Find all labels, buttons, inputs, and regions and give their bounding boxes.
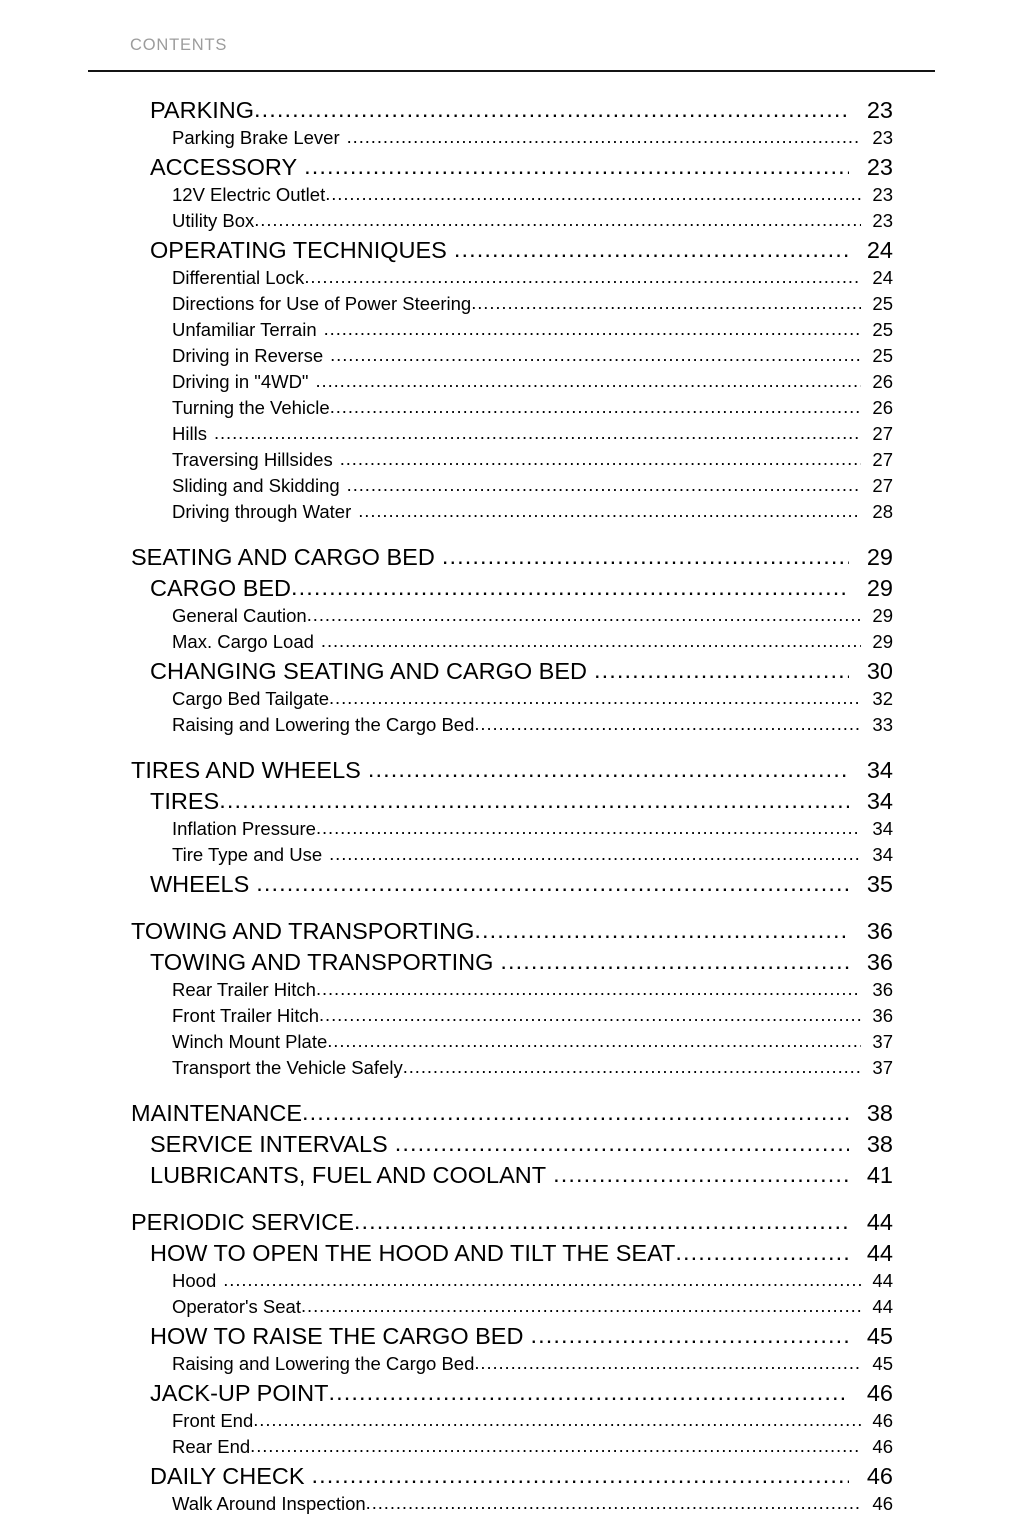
toc-entry[interactable] — [0, 913, 1024, 944]
toc-entry-title: TIRES AND WHEELS — [131, 757, 361, 783]
toc-entry-title: Hood — [172, 1270, 217, 1291]
toc-entry-page-number: 34 — [866, 788, 893, 814]
toc-entry[interactable] — [0, 1095, 1024, 1126]
toc-entry-page-number: 27 — [872, 449, 893, 470]
toc-entry-page-number: 26 — [872, 397, 893, 418]
toc-entry-page-number: 23 — [866, 97, 893, 123]
toc-leader-dots — [347, 475, 861, 497]
toc-leader-dots — [454, 238, 849, 263]
toc-entry[interactable] — [0, 206, 1024, 232]
toc-entry-page-number: 24 — [872, 267, 893, 288]
toc-entry-title: Turning the Vehicle — [172, 397, 330, 418]
toc-entry[interactable] — [0, 497, 1024, 523]
toc-leader-dots — [307, 605, 861, 627]
toc-entry-page-number: 36 — [866, 918, 893, 944]
toc-entry-title: Walk Around Inspection — [172, 1493, 366, 1514]
toc-entry-title: DAILY CHECK — [150, 1463, 305, 1489]
toc-entry-page-number: 41 — [866, 1162, 893, 1188]
toc-entry-page-number: 45 — [872, 1353, 893, 1374]
toc-entry-title: TIRES — [150, 788, 220, 814]
toc-entry-page-number: 29 — [872, 605, 893, 626]
toc-entry[interactable] — [0, 944, 1024, 975]
toc-entry-page-number: 30 — [866, 658, 893, 684]
toc-entry-title: CARGO BED — [150, 575, 292, 601]
toc-leader-dots — [256, 872, 849, 897]
toc-entry-title: Driving in Reverse — [172, 345, 324, 366]
header-divider-rule — [88, 70, 935, 72]
toc-entry-title: PERIODIC SERVICE — [131, 1209, 354, 1235]
toc-leader-dots — [474, 714, 861, 736]
toc-entry[interactable] — [0, 570, 1024, 601]
toc-entry[interactable] — [0, 601, 1024, 627]
toc-entry-title: Front End — [172, 1410, 254, 1431]
toc-entry-page-number: 46 — [872, 1410, 893, 1431]
toc-leader-dots — [319, 1005, 861, 1027]
toc-leader-dots — [442, 545, 849, 570]
toc-entry-page-number: 23 — [872, 127, 893, 148]
toc-entry-title: Parking Brake Lever — [172, 127, 340, 148]
toc-entry-title: HOW TO RAISE THE CARGO BED — [150, 1323, 524, 1349]
toc-entry[interactable] — [0, 419, 1024, 445]
toc-leader-dots — [330, 345, 861, 367]
toc-leader-dots — [471, 293, 861, 315]
toc-entry[interactable] — [0, 1204, 1024, 1235]
toc-entry[interactable] — [0, 393, 1024, 419]
toc-entry[interactable] — [0, 866, 1024, 897]
toc-entry-title: WHEELS — [150, 871, 250, 897]
toc-entry-page-number: 26 — [872, 371, 893, 392]
toc-entry-title: MAINTENANCE — [131, 1100, 303, 1126]
toc-leader-dots — [316, 371, 862, 393]
toc-leader-dots — [403, 1057, 861, 1079]
toc-entry[interactable] — [0, 1027, 1024, 1053]
toc-entry-page-number: 36 — [872, 979, 893, 1000]
toc-entry-page-number: 46 — [866, 1463, 893, 1489]
toc-entry-title: Sliding and Skidding — [172, 475, 340, 496]
toc-entry-page-number: 28 — [872, 501, 893, 522]
toc-entry-page-number: 46 — [866, 1380, 893, 1406]
toc-leader-dots — [327, 1031, 861, 1053]
toc-leader-dots — [675, 1241, 849, 1266]
toc-entry-page-number: 35 — [866, 871, 893, 897]
toc-entry-page-number: 29 — [866, 544, 893, 570]
toc-entry-page-number: 23 — [872, 184, 893, 205]
toc-entry[interactable] — [0, 1406, 1024, 1432]
toc-leader-dots — [325, 184, 861, 206]
toc-group-parking-accessory-operating — [0, 92, 1024, 523]
toc-entry-page-number: 24 — [866, 237, 893, 263]
toc-entry[interactable] — [0, 1349, 1024, 1375]
toc-leader-dots — [250, 1436, 861, 1458]
toc-entry-title: HOW TO OPEN THE HOOD AND TILT THE SEAT — [150, 1240, 676, 1266]
toc-entry-title: Winch Mount Plate — [172, 1031, 328, 1052]
toc-leader-dots — [254, 210, 861, 232]
toc-leader-dots — [328, 1381, 849, 1406]
toc-entry[interactable] — [0, 1458, 1024, 1489]
toc-entry-title: ACCESSORY — [150, 154, 298, 180]
toc-entry-title: Inflation Pressure — [172, 818, 316, 839]
toc-entry-title: OPERATING TECHNIQUES — [150, 237, 447, 263]
toc-leader-dots — [474, 919, 849, 944]
toc-entry[interactable] — [0, 814, 1024, 840]
toc-leader-dots — [500, 950, 849, 975]
toc-entry[interactable] — [0, 653, 1024, 684]
toc-entry-title: Directions for Use of Power Steering — [172, 293, 472, 314]
toc-entry[interactable] — [0, 840, 1024, 866]
toc-group-tires-and-wheels — [0, 752, 1024, 897]
toc-leader-dots — [347, 127, 861, 149]
toc-entry-title: JACK-UP POINT — [150, 1380, 329, 1406]
toc-entry[interactable] — [0, 445, 1024, 471]
toc-entry-page-number: 33 — [872, 714, 893, 735]
toc-entry[interactable] — [0, 367, 1024, 393]
toc-entry-title: PARKING — [150, 97, 255, 123]
toc-entry-page-number: 25 — [872, 319, 893, 340]
toc-entry-page-number: 44 — [866, 1240, 893, 1266]
toc-entry-title: 12V Electric Outlet — [172, 184, 326, 205]
toc-entry-title: Driving in "4WD" — [172, 371, 309, 392]
toc-entry[interactable] — [0, 684, 1024, 710]
toc-leader-dots — [366, 1493, 861, 1515]
toc-leader-dots — [304, 155, 849, 180]
toc-entry-page-number: 44 — [872, 1296, 893, 1317]
toc-leader-dots — [594, 659, 849, 684]
toc-entry-page-number: 27 — [872, 475, 893, 496]
toc-entry-page-number: 46 — [872, 1493, 893, 1514]
toc-leader-dots — [254, 98, 849, 123]
toc-entry[interactable] — [0, 752, 1024, 783]
toc-entry-page-number: 34 — [872, 844, 893, 865]
toc-entry[interactable] — [0, 1266, 1024, 1292]
toc-entry-page-number: 25 — [872, 293, 893, 314]
toc-entry-title: Unfamiliar Terrain — [172, 319, 317, 340]
toc-leader-dots — [340, 449, 861, 471]
toc-entry[interactable] — [0, 149, 1024, 180]
toc-group-seating-and-cargo-bed — [0, 539, 1024, 736]
toc-entry-title: Cargo Bed Tailgate — [172, 688, 330, 709]
toc-entry[interactable] — [0, 1318, 1024, 1349]
toc-entry-title: LUBRICANTS, FUEL AND COOLANT — [150, 1162, 547, 1188]
toc-entry-page-number: 45 — [866, 1323, 893, 1349]
toc-entry[interactable] — [0, 539, 1024, 570]
toc-entry-title: Transport the Vehicle Safely — [172, 1057, 403, 1078]
toc-entry-page-number: 29 — [872, 631, 893, 652]
toc-entry-title: SEATING AND CARGO BED — [131, 544, 435, 570]
toc-leader-dots — [474, 1353, 861, 1375]
toc-entry[interactable] — [0, 710, 1024, 736]
toc-entry-page-number: 29 — [866, 575, 893, 601]
toc-entry-title: Raising and Lowering the Cargo Bed — [172, 1353, 475, 1374]
toc-entry[interactable] — [0, 1489, 1024, 1515]
toc-leader-dots — [301, 1296, 861, 1318]
toc-entry[interactable] — [0, 92, 1024, 123]
toc-entry-title: TOWING AND TRANSPORTING — [150, 949, 494, 975]
toc-entry[interactable] — [0, 1053, 1024, 1079]
toc-leader-dots — [304, 267, 861, 289]
toc-entry[interactable] — [0, 123, 1024, 149]
toc-entry-page-number: 44 — [866, 1209, 893, 1235]
toc-entry[interactable] — [0, 1292, 1024, 1318]
toc-entry[interactable] — [0, 289, 1024, 315]
toc-entry-title: Driving through Water — [172, 501, 352, 522]
toc-entry-page-number: 27 — [872, 423, 893, 444]
toc-entry-title: Tire Type and Use — [172, 844, 323, 865]
toc-entry[interactable] — [0, 1157, 1024, 1188]
toc-entry[interactable] — [0, 1432, 1024, 1458]
toc-entry-page-number: 23 — [872, 210, 893, 231]
toc-entry[interactable] — [0, 783, 1024, 814]
toc-leader-dots — [321, 631, 861, 653]
toc-leader-dots — [329, 688, 861, 710]
toc-entry[interactable] — [0, 1126, 1024, 1157]
toc-entry[interactable] — [0, 975, 1024, 1001]
toc-entry-page-number: 23 — [866, 154, 893, 180]
toc-entry-title: Hills — [172, 423, 207, 444]
toc-entry-title: Rear Trailer Hitch — [172, 979, 316, 1000]
toc-entry[interactable] — [0, 180, 1024, 206]
toc-entry-title: Front Trailer Hitch — [172, 1005, 320, 1026]
toc-leader-dots — [358, 501, 861, 523]
toc-leader-dots — [253, 1410, 861, 1432]
toc-entry[interactable] — [0, 315, 1024, 341]
toc-leader-dots — [354, 1210, 849, 1235]
running-header-label: CONTENTS — [130, 36, 228, 54]
toc-entry-page-number: 34 — [872, 818, 893, 839]
toc-entry-page-number: 38 — [866, 1131, 893, 1157]
toc-entry-page-number: 37 — [872, 1031, 893, 1052]
toc-leader-dots — [324, 319, 861, 341]
toc-entry-page-number: 32 — [872, 688, 893, 709]
toc-group-towing-and-transporting — [0, 913, 1024, 1079]
toc-leader-dots — [553, 1163, 849, 1188]
toc-group-maintenance — [0, 1095, 1024, 1188]
toc-entry-title: Raising and Lowering the Cargo Bed — [172, 714, 475, 735]
toc-leader-dots — [316, 818, 861, 840]
toc-entry-title: CHANGING SEATING AND CARGO BED — [150, 658, 587, 684]
toc-leader-dots — [223, 1270, 861, 1292]
toc-entry-title: TOWING AND TRANSPORTING — [131, 918, 475, 944]
toc-entry-page-number: 25 — [872, 345, 893, 366]
toc-entry[interactable] — [0, 627, 1024, 653]
toc-entry-page-number: 37 — [872, 1057, 893, 1078]
toc-entry-title: Differential Lock — [172, 267, 305, 288]
toc-entry-title: Operator's Seat — [172, 1296, 301, 1317]
toc-entry[interactable] — [0, 232, 1024, 263]
toc-leader-dots — [214, 423, 861, 445]
toc-entry-title: SERVICE INTERVALS — [150, 1131, 388, 1157]
toc-leader-dots — [302, 1101, 849, 1126]
toc-entry-title: Max. Cargo Load — [172, 631, 314, 652]
toc-leader-dots — [316, 979, 861, 1001]
toc-leader-dots — [368, 758, 849, 783]
toc-leader-dots — [395, 1132, 849, 1157]
toc-entry[interactable] — [0, 263, 1024, 289]
toc-entry[interactable] — [0, 471, 1024, 497]
toc-entry[interactable] — [0, 1235, 1024, 1266]
toc-leader-dots — [530, 1324, 849, 1349]
toc-group-periodic-service — [0, 1204, 1024, 1515]
toc-entry-page-number: 38 — [866, 1100, 893, 1126]
toc-entry-page-number: 44 — [872, 1270, 893, 1291]
toc-entry-page-number: 46 — [872, 1436, 893, 1457]
toc-entry-page-number: 36 — [866, 949, 893, 975]
toc-entry-title: General Caution — [172, 605, 307, 626]
toc-entry-title: Rear End — [172, 1436, 251, 1457]
toc-entry-title: Traversing Hillsides — [172, 449, 333, 470]
toc-entry-title: Utility Box — [172, 210, 255, 231]
toc-leader-dots — [330, 397, 861, 419]
table-of-contents — [0, 92, 1024, 1515]
toc-leader-dots — [219, 789, 849, 814]
toc-entry-page-number: 34 — [866, 757, 893, 783]
toc-leader-dots — [291, 576, 849, 601]
toc-entry[interactable] — [0, 341, 1024, 367]
toc-entry[interactable] — [0, 1001, 1024, 1027]
toc-leader-dots — [329, 844, 861, 866]
toc-entry[interactable] — [0, 1375, 1024, 1406]
toc-entry-page-number: 36 — [872, 1005, 893, 1026]
toc-leader-dots — [312, 1464, 849, 1489]
